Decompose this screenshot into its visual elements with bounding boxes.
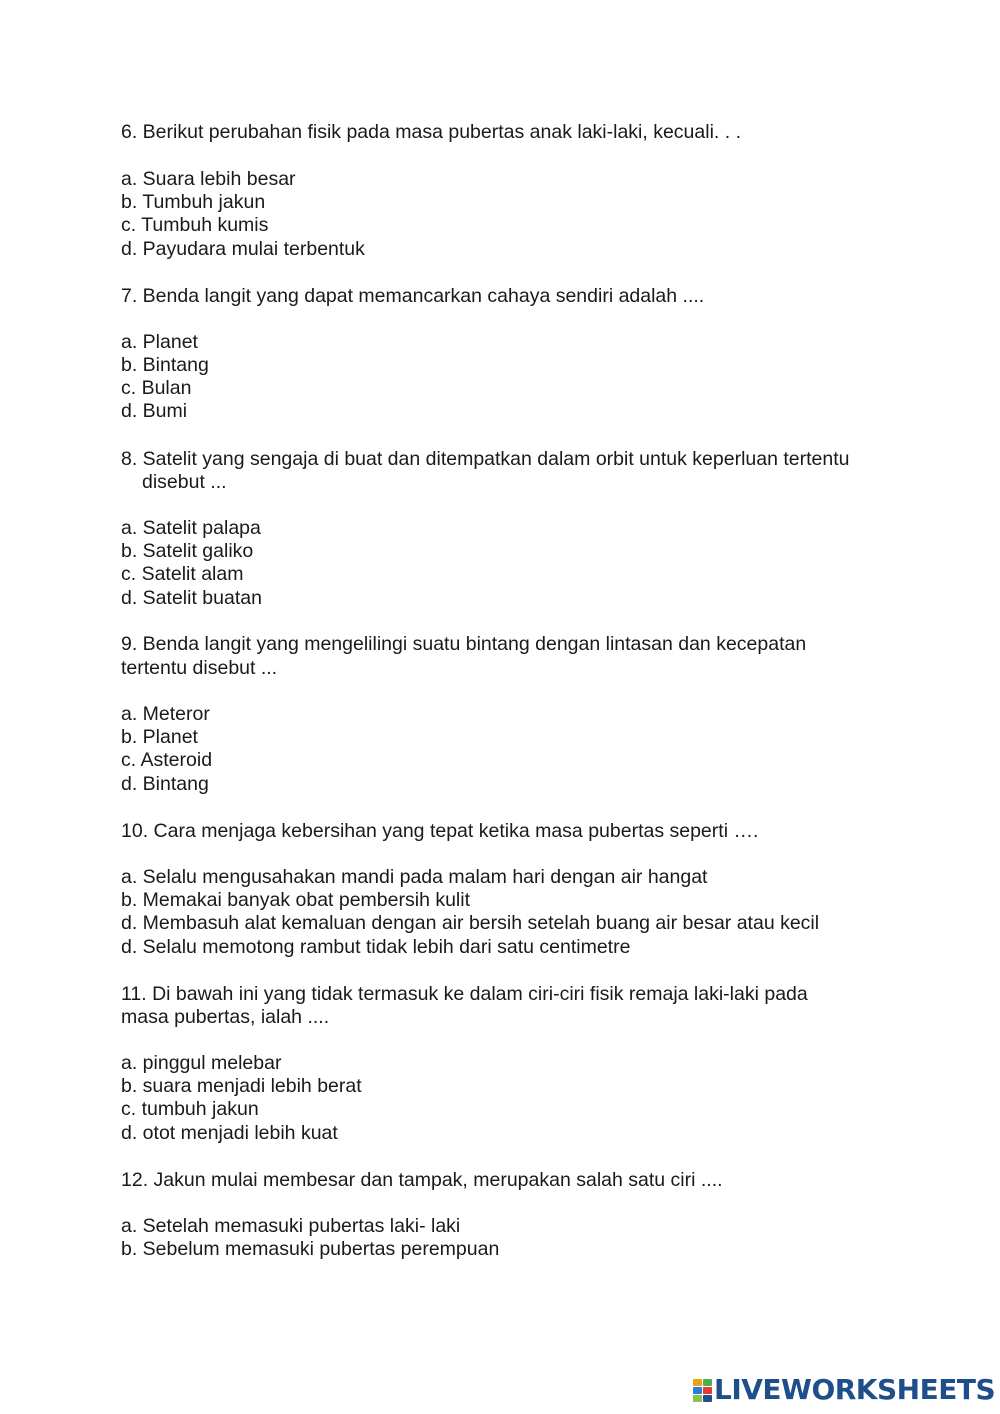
question-10-option-c: d. Membasuh alat kemaluan dengan air bersih setelah buang air besar atau kecil bbox=[121, 912, 820, 934]
question-10-option-d: d. Selalu memotong rambut tidak lebih dari satu centimetre bbox=[121, 936, 631, 958]
question-12-option-a: a. Setelah memasuki pubertas laki- laki bbox=[121, 1215, 461, 1237]
liveworksheets-logo-icon bbox=[692, 1378, 712, 1402]
question-8-text-line2: disebut ... bbox=[142, 471, 227, 493]
question-9-option-d: d. Bintang bbox=[121, 773, 209, 795]
question-11-text-line1: 11. Di bawah ini yang tidak termasuk ke dalam ciri-ciri fisik remaja laki-laki pada bbox=[121, 983, 808, 1005]
liveworksheets-logo-text: LIVEWORKSHEETS bbox=[714, 1373, 996, 1406]
liveworksheets-logo bbox=[692, 1374, 995, 1406]
question-12-text: 12. Jakun mulai membesar dan tampak, merupakan salah satu ciri .... bbox=[121, 1169, 723, 1191]
question-10-option-b: b. Memakai banyak obat pembersih kulit bbox=[121, 889, 471, 911]
question-11-option-d: d. otot menjadi lebih kuat bbox=[121, 1122, 338, 1144]
question-9-text-line2: tertentu disebut ... bbox=[121, 657, 278, 679]
question-11-text-line2: masa pubertas, ialah .... bbox=[121, 1006, 330, 1028]
question-6-option-d: d. Payudara mulai terbentuk bbox=[121, 238, 365, 260]
question-7-text: 7. Benda langit yang dapat memancarkan cahaya sendiri adalah .... bbox=[121, 285, 705, 307]
question-7-option-a: a. Planet bbox=[121, 331, 198, 353]
question-6-option-a: a. Suara lebih besar bbox=[121, 168, 296, 190]
question-8-option-d: d. Satelit buatan bbox=[121, 587, 262, 609]
question-11-option-c: c. tumbuh jakun bbox=[121, 1098, 259, 1120]
question-7-option-c: c. Bulan bbox=[121, 377, 192, 399]
question-12-option-b: b. Sebelum memasuki pubertas perempuan bbox=[121, 1238, 500, 1260]
question-9-option-a: a. Meteror bbox=[121, 703, 210, 725]
question-8-option-a: a. Satelit palapa bbox=[121, 517, 261, 539]
question-11-option-b: b. suara menjadi lebih berat bbox=[121, 1075, 362, 1097]
question-10-option-a: a. Selalu mengusahakan mandi pada malam hari dengan air hangat bbox=[121, 866, 708, 888]
question-9-option-b: b. Planet bbox=[121, 726, 198, 748]
question-10-text: 10. Cara menjaga kebersihan yang tepat ketika masa pubertas seperti …. bbox=[121, 820, 759, 842]
question-7-option-b: b. Bintang bbox=[121, 354, 209, 376]
question-11-option-a: a. pinggul melebar bbox=[121, 1052, 282, 1074]
question-6-option-b: b. Tumbuh jakun bbox=[121, 191, 266, 213]
question-6-option-c: c. Tumbuh kumis bbox=[121, 214, 269, 236]
question-8-text-line1: 8. Satelit yang sengaja di buat dan ditempatkan dalam orbit untuk keperluan tertentu bbox=[121, 448, 850, 470]
question-8-option-c: c. Satelit alam bbox=[121, 563, 244, 585]
question-8-option-b: b. Satelit galiko bbox=[121, 540, 254, 562]
question-9-text-line1: 9. Benda langit yang mengelilingi suatu bintang dengan lintasan dan kecepatan bbox=[121, 633, 807, 655]
question-7-option-d: d. Bumi bbox=[121, 400, 188, 422]
question-9-option-c: c. Asteroid bbox=[121, 749, 213, 771]
question-6-text: 6. Berikut perubahan fisik pada masa pubertas anak laki-laki, kecuali. . . bbox=[121, 121, 742, 143]
